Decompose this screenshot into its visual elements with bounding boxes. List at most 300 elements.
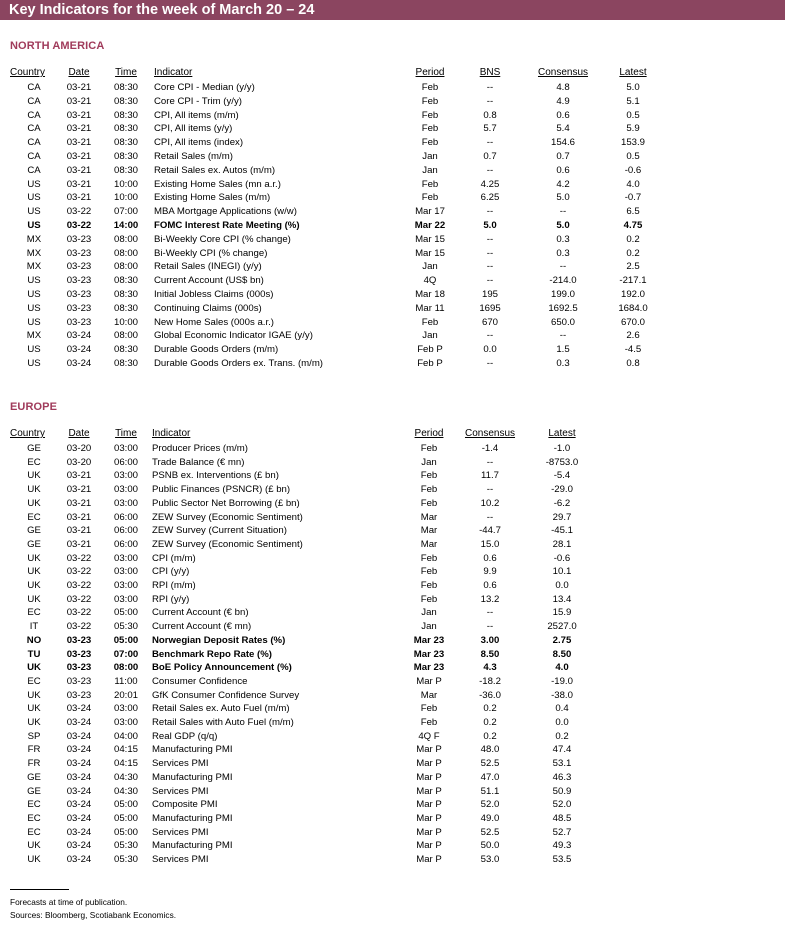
cell-latest: 53.1 — [552, 758, 572, 770]
cell-period: Mar P — [416, 744, 442, 756]
cell-indicator: Existing Home Sales (mn a.r.) — [154, 178, 281, 190]
cell-time: 08:30 — [113, 95, 138, 107]
cell-latest: 0.5 — [626, 151, 640, 162]
cell-latest: -217.1 — [619, 275, 647, 287]
cell-period: Feb — [421, 137, 439, 149]
column-header-consensus: Consensus — [537, 67, 589, 78]
cell-period: Feb — [420, 703, 438, 715]
cell-country: NO — [26, 634, 42, 646]
cell-latest: -29.0 — [551, 484, 573, 496]
cell-indicator: Existing Home Sales (m/m) — [154, 192, 271, 204]
cell-date: 03-23 — [66, 302, 92, 314]
cell-country: EC — [27, 607, 41, 619]
cell-date: 03-23 — [66, 675, 92, 687]
cell-consensus: 4.9 — [556, 95, 570, 107]
cell-date: 03-21 — [66, 525, 92, 537]
cell-indicator: Manufacturing PMI — [152, 744, 233, 756]
cell-consensus: 154.6 — [550, 137, 575, 149]
cell-latest: -19.0 — [551, 675, 573, 687]
cell-period: Feb — [421, 109, 439, 121]
cell-latest: -4.5 — [624, 344, 642, 356]
cell-latest: 52.0 — [552, 799, 572, 811]
cell-time: 08:00 — [113, 662, 139, 674]
cell-time: 03:00 — [113, 443, 138, 454]
table-row — [0, 552, 785, 566]
cell-date: 03-24 — [66, 703, 92, 715]
cell-indicator: RPI (m/m) — [152, 580, 196, 591]
cell-latest: 6.5 — [626, 206, 640, 218]
cell-period: Mar P — [416, 758, 442, 770]
cell-country: US — [27, 275, 41, 287]
cell-time: 08:00 — [113, 330, 138, 342]
table-row — [0, 853, 785, 867]
table-row — [0, 316, 785, 330]
cell-period: Mar 15 — [415, 233, 445, 245]
cell-period: Jan — [422, 330, 438, 342]
cell-latest: -6.2 — [553, 497, 571, 509]
cell-bns: -- — [486, 358, 494, 369]
cell-latest: 2527.0 — [547, 621, 577, 633]
cell-time: 08:30 — [113, 164, 138, 176]
cell-time: 08:30 — [113, 302, 138, 314]
cell-latest: 0.4 — [555, 703, 569, 715]
cell-date: 03-23 — [66, 275, 92, 287]
cell-consensus: 52.5 — [480, 758, 500, 770]
cell-period: Jan — [421, 621, 437, 633]
cell-latest: 13.4 — [552, 593, 572, 605]
cell-date: 03-24 — [66, 812, 92, 824]
cell-consensus: 0.6 — [483, 580, 497, 591]
cell-date: 03-22 — [66, 552, 92, 564]
cell-country: SP — [27, 730, 41, 742]
cell-latest: 5.9 — [626, 123, 640, 135]
cell-time: 20:01 — [113, 689, 138, 701]
table-row — [0, 274, 785, 288]
cell-indicator: Bi-Weekly CPI (% change) — [154, 247, 268, 259]
cell-latest: 0.2 — [626, 247, 640, 259]
cell-period: Feb — [421, 192, 439, 204]
cell-period: Mar P — [416, 675, 442, 687]
cell-latest: -0.6 — [553, 552, 571, 564]
cell-date: 03-23 — [66, 662, 92, 674]
cell-country: UK — [27, 662, 41, 674]
cell-date: 03-22 — [66, 593, 92, 605]
cell-indicator: CPI, All items (index) — [154, 137, 244, 149]
cell-consensus: 9.9 — [483, 566, 497, 578]
column-header-period: Period — [415, 67, 445, 78]
cell-period: Mar 18 — [415, 289, 445, 300]
cell-consensus: -- — [486, 607, 494, 619]
table-header — [0, 427, 785, 441]
cell-bns: 5.7 — [483, 123, 497, 135]
table-row — [0, 661, 785, 675]
cell-time: 03:00 — [113, 484, 138, 496]
table-row — [0, 826, 785, 840]
table-row — [0, 771, 785, 785]
cell-country: EC — [27, 511, 41, 523]
cell-date: 03-21 — [66, 484, 92, 496]
column-header-time: Time — [115, 67, 137, 78]
table-row — [0, 442, 785, 456]
cell-date: 03-22 — [66, 607, 92, 619]
cell-date: 03-21 — [66, 164, 92, 176]
cell-date: 03-21 — [66, 151, 92, 162]
column-header-latest: Latest — [548, 428, 576, 439]
table-row — [0, 302, 785, 316]
cell-period: Feb — [420, 484, 438, 496]
cell-time: 05:00 — [113, 799, 138, 811]
cell-indicator: FOMC Interest Rate Meeting (%) — [154, 220, 300, 231]
cell-period: Feb — [420, 552, 438, 564]
cell-time: 03:00 — [113, 552, 138, 564]
table-row — [0, 648, 785, 662]
cell-latest: 48.5 — [552, 812, 572, 824]
cell-time: 10:00 — [113, 192, 138, 204]
cell-bns: -- — [486, 95, 494, 107]
table-row — [0, 469, 785, 483]
cell-indicator: Initial Jobless Claims (000s) — [154, 289, 274, 300]
cell-period: Mar P — [416, 840, 442, 852]
cell-date: 03-24 — [66, 799, 92, 811]
cell-time: 08:00 — [113, 247, 138, 259]
table-row — [0, 205, 785, 219]
cell-time: 04:30 — [113, 785, 138, 797]
cell-period: Mar 23 — [413, 634, 445, 646]
cell-country: GE — [27, 785, 41, 797]
cell-period: Feb — [421, 82, 439, 93]
cell-indicator: Real GDP (q/q) — [152, 730, 218, 742]
cell-period: Feb — [420, 497, 438, 509]
cell-indicator: GfK Consumer Confidence Survey — [152, 689, 300, 701]
cell-date: 03-22 — [66, 206, 92, 218]
cell-country: UK — [27, 593, 41, 605]
cell-bns: -- — [486, 330, 494, 342]
cell-indicator: Services PMI — [152, 785, 209, 797]
cell-date: 03-21 — [66, 123, 92, 135]
cell-bns: -- — [486, 164, 494, 176]
cell-date: 03-21 — [66, 95, 92, 107]
footnote-forecasts: Forecasts at time of publication. — [10, 897, 128, 907]
cell-period: Mar P — [416, 799, 442, 811]
cell-country: EC — [27, 675, 41, 687]
cell-time: 04:15 — [113, 758, 138, 770]
cell-indicator: Current Account (€ mn) — [152, 621, 252, 633]
north-america-heading: NORTH AMERICA — [10, 40, 105, 52]
cell-country: US — [27, 289, 41, 300]
cell-country: UK — [27, 580, 41, 591]
cell-latest: 47.4 — [552, 744, 572, 756]
cell-consensus: 0.6 — [556, 109, 570, 121]
cell-consensus: -- — [486, 484, 494, 496]
cell-bns: -- — [486, 82, 494, 93]
cell-time: 08:00 — [113, 261, 138, 273]
cell-latest: 670.0 — [620, 316, 645, 328]
cell-time: 08:00 — [113, 233, 138, 245]
table-row — [0, 178, 785, 192]
cell-date: 03-23 — [66, 233, 92, 245]
cell-date: 03-21 — [66, 82, 92, 93]
cell-date: 03-24 — [66, 771, 92, 783]
cell-consensus: 49.0 — [480, 812, 500, 824]
cell-indicator: Current Account (US$ bn) — [154, 275, 264, 287]
cell-country: MX — [26, 330, 42, 342]
cell-date: 03-23 — [66, 261, 92, 273]
cell-indicator: Services PMI — [152, 826, 209, 838]
cell-latest: -0.6 — [624, 164, 642, 176]
cell-country: MX — [26, 261, 42, 273]
cell-indicator: RPI (y/y) — [152, 593, 190, 605]
cell-time: 03:00 — [113, 566, 138, 578]
cell-time: 08:30 — [113, 123, 138, 135]
cell-consensus: 47.0 — [480, 771, 500, 783]
column-header-latest: Latest — [619, 67, 647, 78]
cell-period: Mar P — [416, 771, 442, 783]
cell-country: UK — [27, 703, 41, 715]
cell-bns: 5.0 — [483, 220, 497, 231]
cell-bns: -- — [486, 261, 494, 273]
cell-date: 03-20 — [66, 456, 92, 468]
cell-consensus: 0.6 — [483, 552, 497, 564]
table-row — [0, 191, 785, 205]
table-row — [0, 730, 785, 744]
cell-period: Feb P — [417, 358, 443, 369]
cell-time: 05:00 — [113, 812, 138, 824]
cell-consensus: 0.7 — [556, 151, 570, 162]
table-row — [0, 81, 785, 95]
cell-time: 03:00 — [113, 703, 138, 715]
cell-consensus: 0.3 — [556, 358, 570, 369]
column-header-country: Country — [10, 67, 46, 78]
cell-latest: 10.1 — [552, 566, 572, 578]
cell-date: 03-24 — [66, 840, 92, 852]
table-row — [0, 233, 785, 247]
table-row — [0, 524, 785, 538]
table-row — [0, 122, 785, 136]
cell-time: 04:00 — [113, 730, 138, 742]
cell-country: FR — [27, 758, 41, 770]
cell-time: 03:00 — [113, 593, 138, 605]
cell-consensus: 53.0 — [480, 854, 500, 865]
cell-date: 03-24 — [66, 344, 92, 356]
cell-time: 14:00 — [113, 220, 139, 231]
cell-country: CA — [27, 95, 41, 107]
cell-time: 10:00 — [113, 316, 138, 328]
page-title: Key Indicators for the week of March 20 – 24 — [0, 0, 785, 20]
column-header-date: Date — [68, 428, 90, 439]
cell-consensus: 4.8 — [556, 82, 570, 93]
cell-bns: 6.25 — [480, 192, 500, 204]
cell-consensus: 5.4 — [556, 123, 570, 135]
cell-time: 08:30 — [113, 109, 138, 121]
cell-indicator: ZEW Survey (Economic Sentiment) — [152, 538, 303, 550]
cell-time: 08:30 — [113, 275, 138, 287]
cell-date: 03-22 — [66, 220, 92, 231]
cell-period: Mar — [420, 511, 438, 523]
cell-period: Mar 17 — [415, 206, 445, 218]
cell-period: Mar 11 — [415, 302, 445, 314]
cell-latest: 153.9 — [620, 137, 645, 149]
cell-country: GE — [27, 525, 41, 537]
cell-date: 03-24 — [66, 854, 92, 865]
cell-indicator: Norwegian Deposit Rates (%) — [152, 634, 286, 646]
cell-consensus: 50.0 — [480, 840, 500, 852]
cell-indicator: ZEW Survey (Economic Sentiment) — [152, 511, 303, 523]
cell-date: 03-21 — [66, 511, 92, 523]
cell-country: CA — [27, 137, 41, 149]
cell-country: GE — [27, 771, 41, 783]
cell-consensus: -1.4 — [481, 443, 499, 454]
cell-time: 08:30 — [113, 137, 138, 149]
cell-indicator: Retail Sales with Auto Fuel (m/m) — [152, 717, 294, 728]
cell-country: GE — [27, 443, 41, 454]
cell-indicator: ZEW Survey (Current Situation) — [152, 525, 287, 537]
cell-country: MX — [26, 233, 42, 245]
cell-period: Mar P — [416, 854, 442, 865]
cell-period: Jan — [421, 456, 437, 468]
cell-latest: 5.0 — [626, 82, 640, 93]
cell-bns: 4.25 — [480, 178, 500, 190]
table-row — [0, 109, 785, 123]
table-row — [0, 497, 785, 511]
cell-period: Mar — [420, 538, 438, 550]
cell-period: Feb — [420, 717, 438, 728]
cell-country: US — [27, 302, 41, 314]
cell-country: EC — [27, 799, 41, 811]
cell-latest: 15.9 — [552, 607, 572, 619]
cell-country: UK — [27, 552, 41, 564]
cell-latest: 4.0 — [555, 662, 569, 674]
cell-bns: 670 — [481, 316, 498, 328]
cell-period: Mar 23 — [413, 648, 445, 660]
cell-consensus: 8.50 — [480, 648, 500, 660]
cell-period: Mar 22 — [414, 220, 446, 231]
cell-latest: 2.75 — [552, 634, 572, 646]
cell-latest: 28.1 — [552, 538, 572, 550]
cell-time: 07:00 — [113, 648, 139, 660]
cell-latest: -0.7 — [624, 192, 642, 204]
cell-indicator: Public Sector Net Borrowing (£ bn) — [152, 497, 300, 509]
cell-time: 08:30 — [113, 82, 138, 93]
table-row — [0, 689, 785, 703]
cell-consensus: -18.2 — [479, 675, 501, 687]
cell-date: 03-21 — [66, 192, 92, 204]
cell-period: Feb P — [417, 344, 443, 356]
cell-time: 06:00 — [113, 511, 138, 523]
cell-indicator: Retail Sales (INEGI) (y/y) — [154, 261, 262, 273]
cell-latest: 50.9 — [552, 785, 572, 797]
cell-indicator: Trade Balance (€ mn) — [152, 456, 245, 468]
cell-period: 4Q — [423, 275, 437, 287]
cell-latest: 8.50 — [552, 648, 572, 660]
cell-date: 03-21 — [66, 137, 92, 149]
table-row — [0, 511, 785, 525]
cell-latest: -5.4 — [553, 470, 571, 482]
cell-bns: 195 — [481, 289, 498, 300]
cell-latest: 192.0 — [620, 289, 645, 300]
cell-consensus: -- — [486, 621, 494, 633]
cell-country: US — [27, 316, 41, 328]
cell-period: Feb — [420, 470, 438, 482]
cell-date: 03-24 — [66, 730, 92, 742]
cell-consensus: 5.0 — [556, 192, 570, 204]
table-row — [0, 260, 785, 274]
cell-country: UK — [27, 717, 41, 728]
cell-latest: 0.0 — [555, 717, 569, 728]
cell-country: UK — [27, 484, 41, 496]
cell-country: EC — [27, 826, 41, 838]
cell-latest: -45.1 — [551, 525, 573, 537]
cell-bns: -- — [486, 206, 494, 218]
cell-consensus: 13.2 — [480, 593, 500, 605]
cell-time: 11:00 — [114, 675, 138, 687]
cell-indicator: New Home Sales (000s a.r.) — [154, 316, 274, 328]
cell-consensus: 11.7 — [481, 470, 499, 482]
cell-time: 03:00 — [113, 470, 138, 482]
cell-consensus: -214.0 — [549, 275, 577, 287]
table-row — [0, 620, 785, 634]
table-row — [0, 675, 785, 689]
cell-consensus: 0.3 — [556, 247, 570, 259]
cell-consensus: 52.0 — [480, 799, 500, 811]
cell-time: 05:30 — [113, 621, 138, 633]
cell-latest: 2.6 — [626, 330, 640, 342]
cell-period: Mar — [420, 525, 438, 537]
cell-indicator: Retail Sales (m/m) — [154, 151, 233, 162]
cell-consensus: 10.2 — [480, 497, 500, 509]
cell-country: UK — [27, 497, 41, 509]
cell-period: Mar P — [416, 785, 442, 797]
cell-period: Jan — [421, 607, 437, 619]
cell-time: 05:30 — [113, 854, 138, 865]
cell-bns: 1695 — [479, 302, 501, 314]
cell-country: US — [27, 206, 41, 218]
cell-period: Mar P — [416, 826, 442, 838]
cell-indicator: Services PMI — [152, 854, 209, 865]
cell-latest: 52.7 — [552, 826, 572, 838]
table-row — [0, 247, 785, 261]
cell-period: Feb — [421, 95, 439, 107]
cell-indicator: Public Finances (PSNCR) (£ bn) — [152, 484, 291, 496]
cell-consensus: 4.2 — [556, 178, 570, 190]
cell-date: 03-23 — [66, 648, 92, 660]
cell-consensus: 0.6 — [556, 164, 570, 176]
column-header-time: Time — [115, 428, 137, 439]
cell-time: 08:30 — [113, 344, 138, 356]
table-header — [0, 66, 785, 80]
table-row — [0, 839, 785, 853]
cell-period: Mar — [420, 689, 438, 701]
cell-indicator: Retail Sales ex. Autos (m/m) — [154, 164, 276, 176]
cell-period: Feb — [421, 316, 439, 328]
cell-date: 03-21 — [66, 470, 92, 482]
cell-country: US — [27, 192, 41, 204]
cell-date: 03-24 — [66, 717, 92, 728]
cell-indicator: Continuing Claims (000s) — [154, 302, 262, 314]
cell-latest: 53.5 — [552, 854, 572, 865]
cell-date: 03-21 — [66, 497, 92, 509]
table-row — [0, 593, 785, 607]
table-row — [0, 483, 785, 497]
cell-country: GE — [27, 538, 41, 550]
cell-latest: 46.3 — [552, 771, 572, 783]
cell-time: 05:30 — [113, 840, 138, 852]
cell-country: US — [27, 220, 41, 231]
cell-country: CA — [27, 164, 41, 176]
table-row — [0, 456, 785, 470]
cell-consensus: 1692.5 — [548, 302, 578, 314]
cell-latest: -38.0 — [551, 689, 573, 701]
cell-period: Feb — [420, 443, 438, 454]
